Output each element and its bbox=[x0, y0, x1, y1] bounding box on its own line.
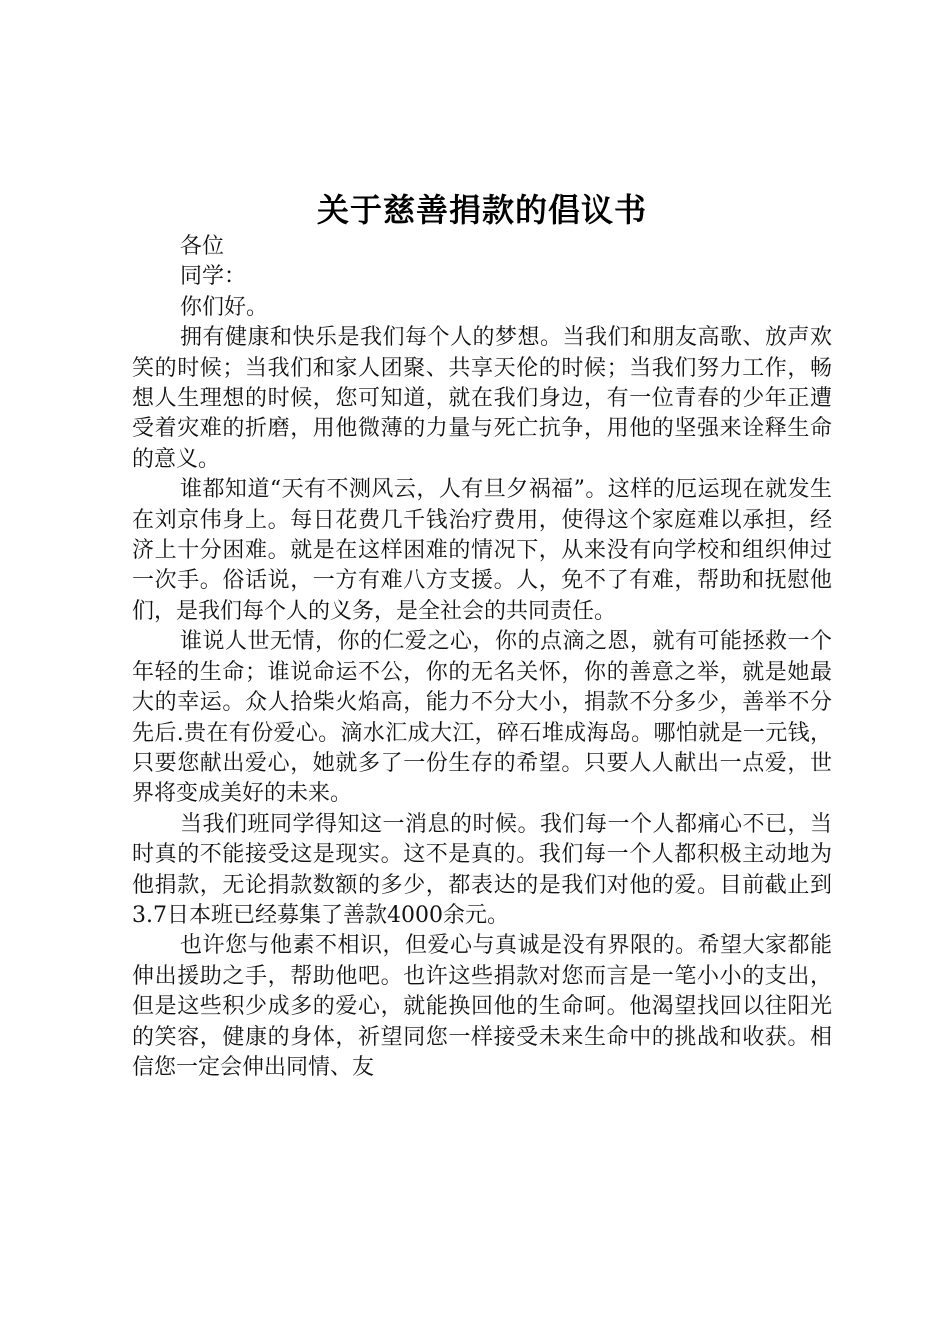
body-paragraph: 也许您与他素不相识，但爱心与真诚是没有界限的。希望大家都能伸出援助之手，帮助他吧。也许这些捐款对您而言是一笔小小的支出，但是这些积少成多的爱心，就能换回他的生命呵。他渴望找回以往阳光的笑容，健康的身体，祈望同您一样接受未来生命中的挑战和收获。相信您一定会伸出同情、友 bbox=[132, 933, 832, 1080]
body-paragraph: 谁都知道“天有不测风云，人有旦夕祸福”。这样的厄运现在就发生在刘京伟身上。每日花费几千钱治疗费用，使得这个家庭难以承担，经济上十分困难。就是在这样困难的情况下，从来没有向学校和组织伸过一次手。俗话说，一方有难八方支援。人，免不了有难，帮助和抚慰他们，是我们每个人的义务，是全社会的共同责任。 bbox=[132, 477, 832, 624]
body-paragraph: 拥有健康和快乐是我们每个人的梦想。当我们和朋友高歌、放声欢笑的时候；当我们和家人团聚、共享天伦的时候；当我们努力工作，畅想人生理想的时候，您可知道，就在我们身边，有一位青春的少年正遭受着灾难的折磨，用他微薄的力量与死亡抗争，用他的坚强来诠释生命的意义。 bbox=[132, 325, 832, 472]
greeting-line: 你们好。 bbox=[180, 294, 269, 320]
document-title: 关于慈善捐款的倡议书 bbox=[316, 191, 647, 229]
greeting-line: 同学： bbox=[180, 264, 247, 290]
greeting-line: 各位 bbox=[180, 234, 225, 259]
body-paragraph: 当我们班同学得知这一消息的时候。我们每一个人都痛心不已，当时真的不能接受这是现实。这不是真的。我们每一个人都积极主动地为他捐款，无论捐款数额的多少，都表达的是我们对他的爱。目前截止到3.7日本班已经募集了善款4000余元。 bbox=[132, 811, 832, 928]
document-page bbox=[132, 182, 832, 1083]
body-paragraph: 谁说人世无情，你的仁爱之心，你的点滴之恩，就有可能拯救一个年轻的生命；谁说命运不公，你的无名关怀，你的善意之举，就是她最大的幸运。众人拾柴火焰高，能力不分大小，捐款不分多少，善举不分先后.贵在有份爱心。滴水汇成大江，碎石堆成海岛。哪怕就是一元钱，只要您献出爱心，她就多了一份生存的希望。只要人人献出一点爱，世界将变成美好的未来。 bbox=[132, 629, 832, 807]
